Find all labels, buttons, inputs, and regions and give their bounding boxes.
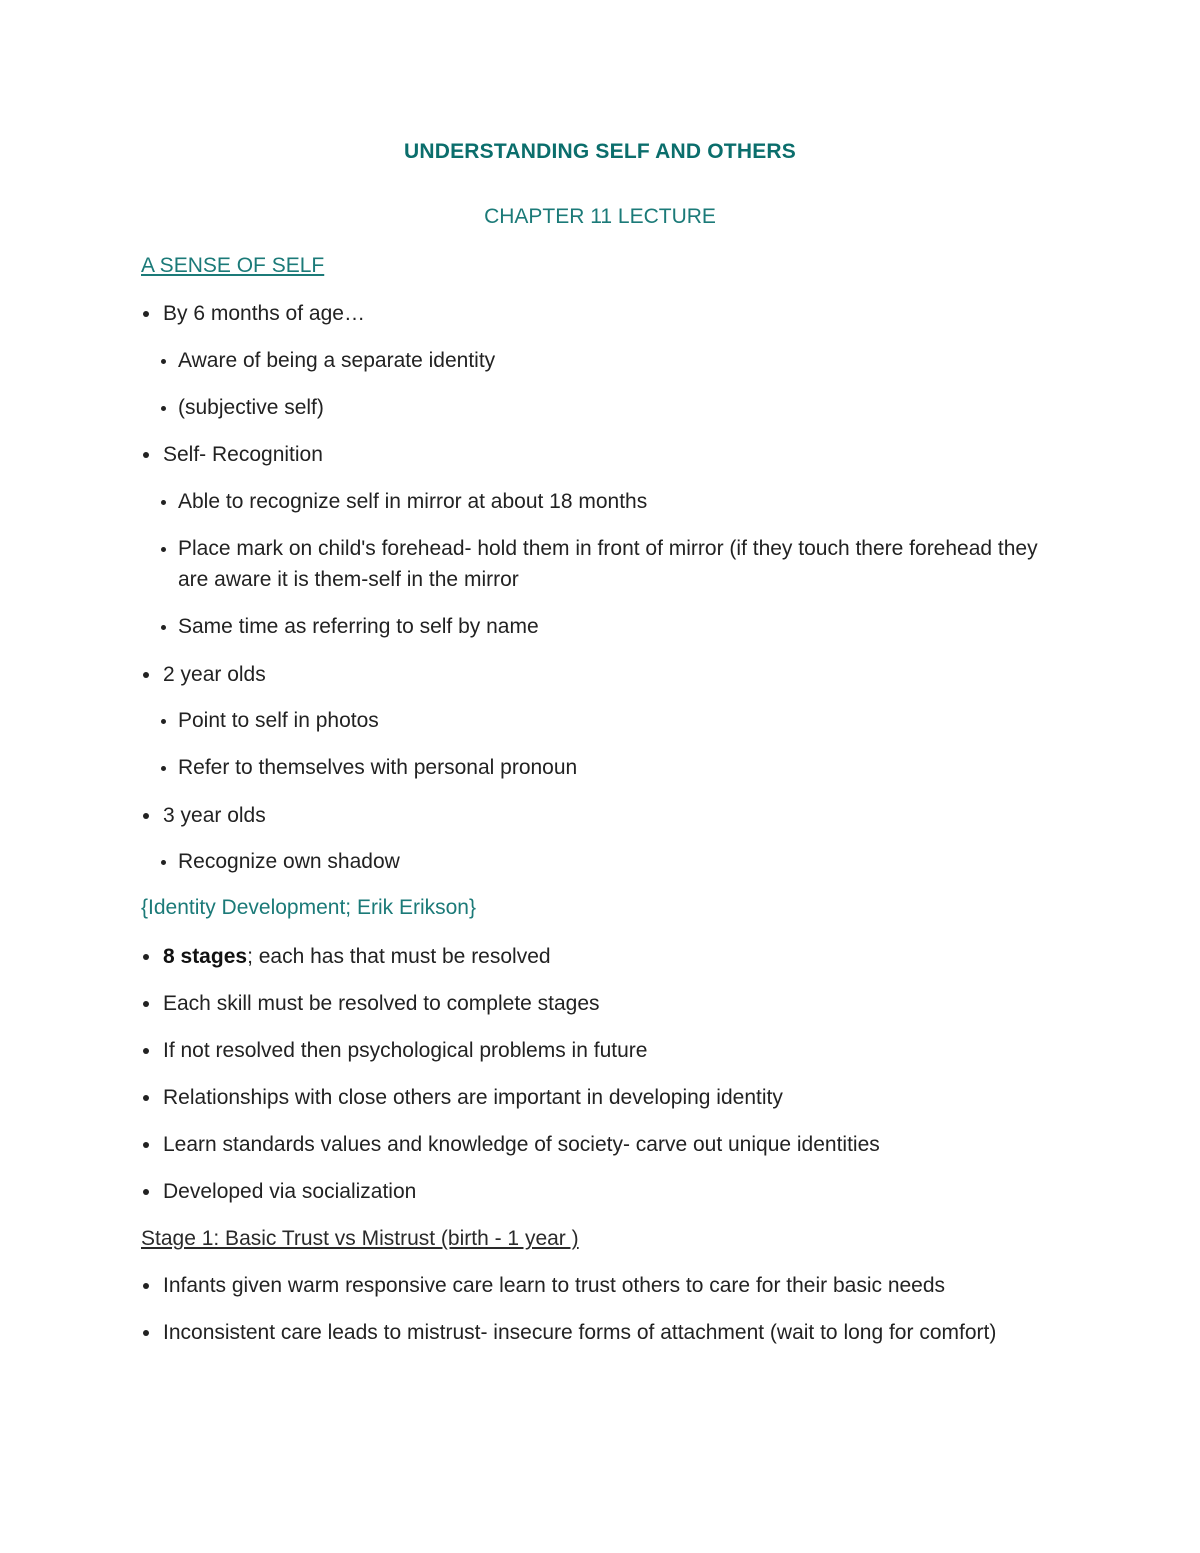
bullet-icon: [143, 954, 149, 960]
list-item-text: Infants given warm responsive care learn to trust others to care for their basic needs: [163, 1274, 946, 1297]
bullet-icon: [143, 1142, 149, 1148]
section-heading-stage-1: Stage 1: Basic Trust vs Mistrust (birth - 1 year ): [141, 1227, 579, 1250]
list-item-text: Relationships with close others are important in developing identity: [163, 1086, 783, 1109]
bullet-icon: [143, 311, 149, 317]
bullet-icon: [143, 1330, 149, 1336]
list-item-text-rest: ; each has that must be resolved: [247, 945, 551, 968]
list-item-text: Self- Recognition: [163, 443, 323, 466]
bullet-icon: [161, 766, 166, 771]
list-item-text: Same time as referring to self by name: [178, 615, 539, 638]
list-item-text: Developed via socialization: [163, 1180, 417, 1203]
bullet-icon: [143, 1048, 149, 1054]
list-item-text: Recognize own shadow: [178, 850, 400, 873]
list-item-text: Able to recognize self in mirror at about 18 months: [178, 490, 648, 513]
bullet-icon: [161, 860, 166, 865]
section-heading-sense-of-self: A SENSE OF SELF: [141, 254, 325, 277]
bullet-icon: [161, 719, 166, 724]
emphasis-text: 8 stages: [163, 945, 248, 968]
document-subtitle: CHAPTER 11 LECTURE: [484, 205, 716, 228]
bullet-icon: [143, 1095, 149, 1101]
bullet-icon: [161, 625, 166, 630]
list-item-text: [163, 941, 1073, 972]
section-heading-identity-development: {Identity Development; Erik Erikson}: [141, 896, 476, 919]
list-item-text: Aware of being a separate identity: [178, 349, 496, 372]
bullet-icon: [161, 406, 166, 411]
list-item-text: (subjective self): [178, 396, 324, 419]
bullet-icon: [161, 547, 166, 552]
list-item-text: 3 year olds: [163, 804, 266, 827]
list-item-text: Inconsistent care leads to mistrust- insecure forms of attachment (wait to long for comfort): [163, 1321, 997, 1344]
bullet-icon: [143, 813, 149, 819]
list-item-text: Each skill must be resolved to complete stages: [163, 992, 600, 1015]
bullet-icon: [161, 500, 166, 505]
bullet-icon: [143, 1283, 149, 1289]
list-item-text: By 6 months of age…: [163, 302, 365, 325]
list-item-text: 2 year olds: [163, 663, 266, 686]
list-item-text: Learn standards values and knowledge of society- carve out unique identities: [163, 1133, 880, 1156]
document-title: UNDERSTANDING SELF AND OTHERS: [404, 140, 796, 163]
bullet-icon: [143, 452, 149, 458]
bullet-icon: [161, 359, 166, 364]
list-item-text: Point to self in photos: [178, 709, 379, 732]
list-item-text: Place mark on child's forehead- hold them in front of mirror (if they touch there forehead they are aware it is them-self in the mirror: [178, 537, 1038, 591]
bullet-icon: [143, 672, 149, 678]
bullet-icon: [143, 1189, 149, 1195]
list-item-text: If not resolved then psychological problems in future: [163, 1039, 648, 1062]
list-item-text: Refer to themselves with personal pronoun: [178, 756, 578, 779]
bullet-icon: [143, 1001, 149, 1007]
